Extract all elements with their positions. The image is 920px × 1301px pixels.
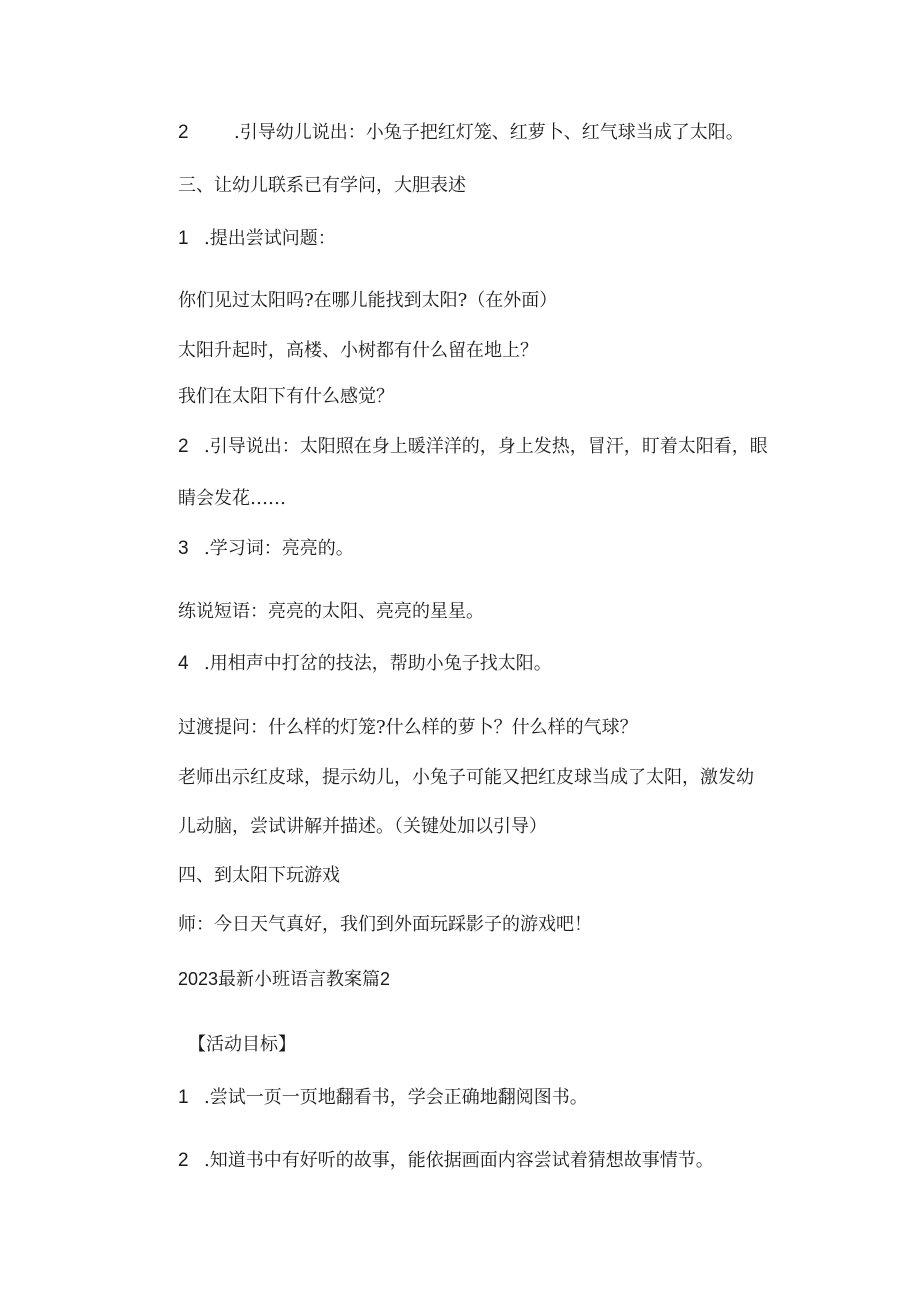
paragraph-line: 太阳升起时，高楼、小树都有什么留在地上？ <box>178 340 538 361</box>
paragraph-line: 练说短语：亮亮的太阳、亮亮的星星。 <box>178 601 484 622</box>
section-heading: 三、让幼儿联系已有学问，大胆表述 <box>178 175 466 196</box>
activity-goal-heading: 【活动目标】 <box>188 1034 296 1055</box>
paragraph-line: 过渡提问：什么样的灯笼?什么样的萝卜？什么样的气球？ <box>178 717 638 738</box>
list-number: 4 <box>178 653 189 674</box>
paragraph-line <box>178 1149 714 1173</box>
line-text: .学习词：亮亮的。 <box>204 538 354 559</box>
paragraph-line <box>178 652 552 676</box>
paragraph-line: 你们见过太阳吗?在哪儿能找到太阳?（在外面） <box>178 290 558 311</box>
line-text: .提出尝试问题： <box>204 228 336 249</box>
list-number: 2 <box>178 436 189 457</box>
list-number: 2 <box>178 1150 189 1171</box>
list-number: 3 <box>178 538 189 559</box>
paragraph-line <box>178 537 354 561</box>
section-heading: 四、到太阳下玩游戏 <box>178 865 340 886</box>
line-text: .尝试一页一页地翻看书，学会正确地翻阅图书。 <box>204 1087 588 1108</box>
paragraph-line <box>178 1086 588 1110</box>
line-text: .引导说出：太阳照在身上暖洋洋的，身上发热，冒汗，盯着太阳看，眼 <box>204 436 768 457</box>
line-text: .引导幼儿说出：小兔子把红灯笼、红萝卜、红气球当成了太阳。 <box>234 122 744 143</box>
paragraph-line: 睛会发花…… <box>178 488 286 509</box>
list-number: 1 <box>178 228 189 249</box>
line-text: .用相声中打岔的技法，帮助小兔子找太阳。 <box>204 653 552 674</box>
paragraph-line: 我们在太阳下有什么感觉？ <box>178 386 394 407</box>
list-number: 1 <box>178 1087 189 1108</box>
article-title: 2023最新小班语言教案篇2 <box>178 969 391 989</box>
paragraph-line <box>178 227 336 251</box>
paragraph-line <box>178 121 744 145</box>
line-text: .知道书中有好听的故事，能依据画面内容尝试着猜想故事情节。 <box>204 1150 714 1171</box>
list-number: 2 <box>178 122 189 143</box>
paragraph-line: 老师出示红皮球，提示幼儿，小兔子可能又把红皮球当成了太阳，激发幼 <box>178 767 754 788</box>
paragraph-line: 儿动脑，尝试讲解并描述。（关键处加以引导） <box>178 816 547 837</box>
paragraph-line: 师：今日天气真好，我们到外面玩踩影子的游戏吧！ <box>178 914 592 935</box>
paragraph-line <box>178 435 768 459</box>
